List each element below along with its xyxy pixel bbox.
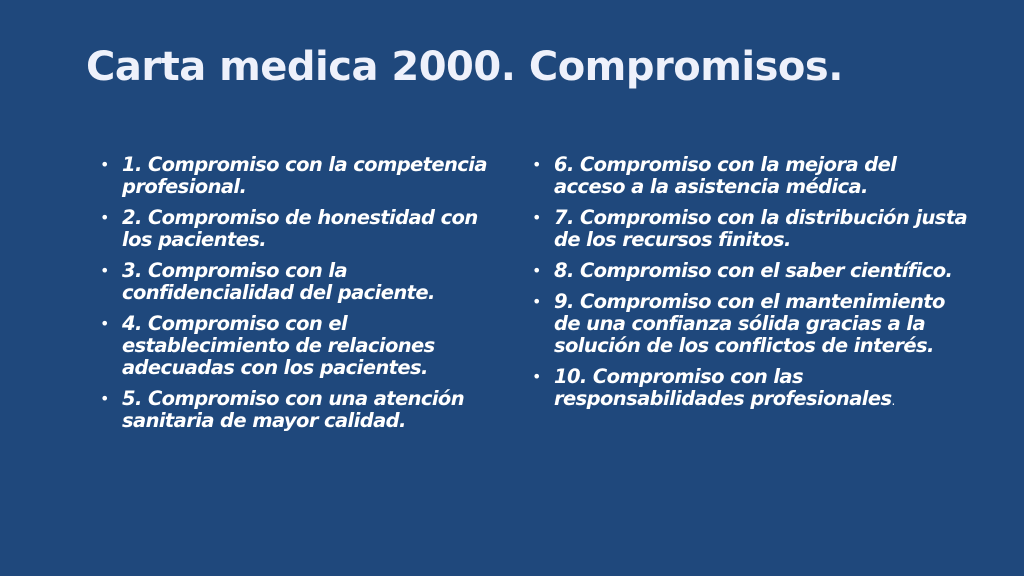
list-item [532,366,972,412]
list-item-text: 9. Compromiso con el mantenimiento de una confianza sólida gracias a la solución de los conflictos de interés. [554,290,945,357]
bullet-icon: • [532,208,541,227]
right-bullet-list [532,154,972,421]
list-item [100,313,510,379]
bullet-icon: • [100,208,109,227]
bullet-icon: • [100,261,109,280]
list-item [532,260,972,282]
left-bullet-list [100,154,510,441]
list-item [100,207,510,251]
list-item-text: 4. Compromiso con el establecimiento de relaciones adecuadas con los pacientes. [122,312,435,379]
list-item-text: 10. Compromiso con las responsabilidades profesionales [554,365,892,410]
list-item [100,260,510,304]
bullet-icon: • [532,155,541,174]
list-item-text: 7. Compromiso con la distribución justa de los recursos finitos. [554,206,968,251]
bullet-icon: • [100,155,109,174]
bullet-icon: • [100,314,109,333]
list-item-text: 2. Compromiso de honestidad con los pacientes. [122,206,478,251]
list-item [532,154,972,198]
list-item-text: 5. Compromiso con una atención sanitaria de mayor calidad. [122,387,465,432]
slide-title: Carta medica 2000. Compromisos. [86,44,843,90]
list-item [100,388,510,432]
bullet-icon: • [532,292,541,311]
bullet-icon: • [100,389,109,408]
list-item-text: 1. Compromiso con la competencia profesional. [122,153,487,198]
list-item [100,154,510,198]
list-item-text: 6. Compromiso con la mejora del acceso a la asistencia médica. [554,153,897,198]
list-item [532,207,972,251]
list-item [532,291,972,357]
list-item-text: 3. Compromiso con la confidencialidad del paciente. [122,259,435,304]
bullet-icon: • [532,261,541,280]
list-item-text: 8. Compromiso con el saber científico. [554,259,953,282]
trailing-period: . [891,394,895,408]
bullet-icon: • [532,367,541,386]
